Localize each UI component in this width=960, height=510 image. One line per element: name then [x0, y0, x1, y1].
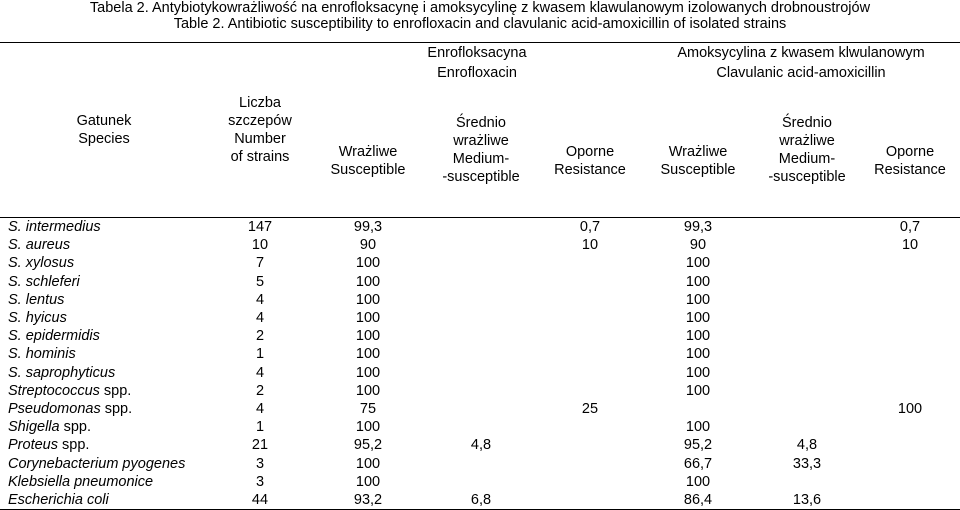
species-cell — [0, 254, 208, 272]
species-name: S. schleferi — [8, 273, 80, 290]
amox-medium-cell — [754, 400, 860, 418]
enro-resistance-cell — [538, 436, 642, 454]
species-cell — [0, 236, 208, 254]
amox-medium-cell — [754, 291, 860, 309]
species-cell — [0, 400, 208, 418]
enro-susceptible-cell: 100 — [355, 310, 381, 327]
header-number-pl2: szczepów — [228, 112, 292, 129]
species-cell — [0, 345, 208, 363]
amox-resistance-cell — [860, 491, 960, 510]
strain-count-cell: 7 — [255, 255, 265, 272]
amox-medium-cell — [754, 382, 860, 400]
species-name: Pseudomonas — [8, 401, 101, 418]
species-name: S. xylosus — [8, 255, 75, 272]
amox-susceptible-cell: 100 — [685, 291, 711, 308]
species-cell — [0, 327, 208, 345]
header-amoxicillin — [642, 43, 960, 84]
header-enro-resistance — [538, 83, 642, 218]
species-cell — [0, 309, 208, 327]
strain-count-cell: 3 — [255, 455, 265, 472]
enro-susceptible-cell: 100 — [355, 291, 381, 308]
header-med-pl2: wrażliwe — [453, 132, 509, 149]
enro-resistance-cell — [538, 473, 642, 491]
table-row — [0, 236, 960, 254]
amox-resistance-cell — [860, 254, 960, 272]
table-row — [0, 436, 960, 454]
amox-resistance-cell — [860, 291, 960, 309]
header-sus-pl: Wrażliwe — [668, 143, 728, 160]
species-cell — [0, 473, 208, 491]
amox-susceptible-cell: 100 — [685, 364, 711, 381]
species-suffix: spp. — [57, 437, 90, 454]
header-sus-pl: Wrażliwe — [338, 143, 398, 160]
amox-medium-cell — [754, 218, 860, 237]
strain-count-cell: 4 — [255, 310, 265, 327]
header-amox-en: Clavulanic acid-amoxicillin — [716, 65, 886, 81]
header-res-en: Resistance — [874, 162, 946, 178]
table-row — [0, 273, 960, 291]
enro-resistance-cell — [538, 291, 642, 309]
species-name: Proteus — [8, 437, 58, 454]
strain-count-cell: 5 — [255, 273, 265, 290]
enro-susceptible-cell: 100 — [355, 455, 381, 472]
header-amox-medium — [754, 83, 860, 218]
species-name: S. epidermidis — [8, 328, 100, 345]
species-cell — [0, 382, 208, 400]
amox-susceptible-cell: 100 — [685, 382, 711, 399]
enro-susceptible-cell: 100 — [355, 328, 381, 345]
amox-susceptible-cell — [642, 400, 754, 418]
header-amox-resistance — [860, 83, 960, 218]
enro-medium-cell — [424, 309, 538, 327]
table-row — [0, 382, 960, 400]
enro-medium-cell — [424, 218, 538, 237]
species-name: S. hominis — [8, 346, 76, 363]
species-cell — [0, 455, 208, 473]
header-res-pl: Oporne — [885, 143, 935, 160]
amox-medium-cell — [754, 364, 860, 382]
header-species — [0, 43, 208, 218]
table-row — [0, 418, 960, 436]
enro-medium-cell — [424, 455, 538, 473]
header-enro-susceptible — [312, 83, 424, 218]
header-med-pl1: Średnio — [456, 114, 506, 131]
enro-medium-cell — [424, 291, 538, 309]
enro-resistance-cell — [538, 254, 642, 272]
enro-susceptible-cell: 95,2 — [353, 437, 383, 454]
amox-medium-cell — [754, 254, 860, 272]
amox-medium-cell — [754, 273, 860, 291]
species-cell — [0, 218, 208, 237]
header-number-en1: Number — [234, 131, 286, 147]
strain-count-cell: 4 — [255, 291, 265, 308]
species-name: S. hyicus — [8, 310, 67, 327]
header-med-pl2: wrażliwe — [779, 132, 835, 149]
species-name: S. saprophyticus — [8, 364, 116, 381]
species-cell — [0, 291, 208, 309]
amox-susceptible-cell: 100 — [685, 473, 711, 490]
enro-susceptible-cell: 100 — [355, 255, 381, 272]
amox-resistance-cell — [860, 418, 960, 436]
species-cell — [0, 364, 208, 382]
amox-resistance-cell — [860, 436, 960, 454]
amox-resistance-cell — [860, 382, 960, 400]
amox-resistance-cell: 0,7 — [860, 218, 960, 237]
header-amox-pl: Amoksycylina z kwasem klwulanowym — [677, 45, 925, 61]
enro-medium-cell — [424, 273, 538, 291]
species-name: S. lentus — [8, 291, 65, 308]
amox-susceptible-cell: 100 — [685, 419, 711, 436]
header-enro-pl: Enrofloksacyna — [427, 45, 527, 61]
amox-resistance-cell — [860, 364, 960, 382]
table-caption-en: Table 2. Antibiotic susceptibility to enrofloxacin and clavulanic acid-amoxicillin of isolated strains — [173, 16, 787, 32]
strain-count-cell: 10 — [251, 237, 269, 254]
strain-count-cell: 2 — [255, 328, 265, 345]
species-suffix: spp. — [99, 382, 132, 399]
species-cell — [0, 273, 208, 291]
header-enrofloxacin — [312, 43, 642, 84]
amox-resistance-cell — [860, 309, 960, 327]
enro-medium-cell: 4,8 — [470, 437, 492, 454]
enro-medium-cell: 6,8 — [424, 491, 538, 510]
enro-medium-cell — [424, 254, 538, 272]
enro-resistance-cell: 25 — [581, 401, 599, 418]
species-name: Shigella — [8, 419, 60, 436]
strain-count-cell: 4 — [255, 364, 265, 381]
enro-susceptible-cell: 93,2 — [312, 491, 424, 510]
amox-susceptible-cell: 95,2 — [683, 437, 713, 454]
table-caption-pl: Tabela 2. Antybiotykowrażliwość na enrofloksacynę i amoksycylinę z kwasem klawulanowym izolowanych drobnoustrojów — [89, 0, 871, 16]
header-number-pl1: Liczba — [239, 94, 281, 111]
amox-resistance-cell: 100 — [897, 401, 923, 418]
amox-susceptible-cell: 99,3 — [642, 218, 754, 237]
enro-resistance-cell — [538, 327, 642, 345]
enro-susceptible-cell: 100 — [355, 473, 381, 490]
amox-susceptible-cell: 100 — [685, 346, 711, 363]
enro-medium-cell — [424, 400, 538, 418]
table-row — [0, 327, 960, 345]
species-name: Corynebacterium pyogenes — [8, 455, 186, 472]
enro-resistance-cell: 10 — [581, 237, 599, 254]
amox-medium-cell — [754, 309, 860, 327]
susceptibility-table — [0, 42, 960, 510]
species-name: Klebsiella pneumonice — [8, 473, 154, 490]
enro-susceptible-cell: 100 — [355, 273, 381, 290]
header-enro-en: Enrofloxacin — [437, 65, 517, 81]
table-row — [0, 291, 960, 309]
enro-susceptible-cell: 100 — [355, 364, 381, 381]
amox-resistance-cell — [860, 327, 960, 345]
species-cell — [0, 418, 208, 436]
table-row — [0, 473, 960, 491]
amox-resistance-cell — [860, 345, 960, 363]
enro-susceptible-cell: 100 — [355, 419, 381, 436]
header-med-en1: Medium- — [452, 151, 510, 167]
header-sus-en: Susceptible — [660, 162, 736, 178]
header-res-en: Resistance — [554, 162, 626, 178]
enro-susceptible-cell: 100 — [355, 382, 381, 399]
enro-resistance-cell — [538, 418, 642, 436]
header-number-en2: of strains — [230, 149, 290, 166]
table-row — [0, 491, 960, 510]
header-species-en: Species — [78, 131, 130, 147]
amox-medium-cell: 33,3 — [792, 455, 822, 472]
amox-susceptible-cell: 100 — [685, 273, 711, 290]
header-med-en2: -susceptible — [442, 169, 520, 186]
header-med-en1: Medium- — [778, 151, 836, 167]
header-amox-susceptible — [642, 83, 754, 218]
species-suffix: spp. — [59, 419, 92, 436]
species-name: S. aureus — [8, 237, 71, 254]
header-species-pl: Gatunek — [76, 112, 132, 129]
header-sus-en: Susceptible — [330, 162, 406, 178]
header-med-pl1: Średnio — [782, 114, 832, 131]
strain-count-cell: 21 — [251, 437, 269, 454]
enro-susceptible-cell: 99,3 — [312, 218, 424, 237]
amox-susceptible-cell: 86,4 — [642, 491, 754, 510]
amox-susceptible-cell: 100 — [685, 310, 711, 327]
amox-resistance-cell — [860, 273, 960, 291]
enro-medium-cell — [424, 382, 538, 400]
table-row — [0, 218, 960, 237]
enro-medium-cell — [424, 327, 538, 345]
species-suffix: spp. — [100, 401, 133, 418]
species-name: Escherichia coli — [8, 492, 109, 509]
amox-susceptible-cell: 90 — [689, 237, 707, 254]
header-res-pl: Oporne — [565, 143, 615, 160]
amox-medium-cell: 4,8 — [796, 437, 818, 454]
strain-count-cell: 1 — [255, 346, 265, 363]
enro-resistance-cell — [538, 364, 642, 382]
strain-count-cell: 44 — [208, 491, 312, 510]
species-cell — [0, 436, 208, 454]
table-row — [0, 345, 960, 363]
table-row — [0, 309, 960, 327]
enro-medium-cell — [424, 418, 538, 436]
strain-count-cell: 1 — [255, 419, 265, 436]
header-number — [208, 43, 312, 218]
enro-resistance-cell — [538, 491, 642, 510]
enro-susceptible-cell: 90 — [359, 237, 377, 254]
enro-medium-cell — [424, 473, 538, 491]
amox-resistance-cell — [860, 455, 960, 473]
header-med-en2: -susceptible — [768, 169, 846, 186]
table-row — [0, 254, 960, 272]
amox-medium-cell — [754, 473, 860, 491]
table-row — [0, 400, 960, 418]
enro-resistance-cell — [538, 345, 642, 363]
strain-count-cell: 2 — [255, 382, 265, 399]
enro-medium-cell — [424, 364, 538, 382]
species-name: Streptococcus — [8, 382, 100, 399]
enro-resistance-cell — [538, 455, 642, 473]
species-name: S. intermedius — [8, 219, 101, 235]
enro-resistance-cell — [538, 382, 642, 400]
enro-susceptible-cell: 100 — [355, 346, 381, 363]
table-body — [0, 218, 960, 510]
amox-medium-cell — [754, 418, 860, 436]
enro-medium-cell — [424, 236, 538, 254]
amox-resistance-cell — [860, 473, 960, 491]
amox-medium-cell — [754, 345, 860, 363]
amox-medium-cell: 13,6 — [754, 491, 860, 510]
species-cell — [0, 491, 208, 510]
header-enro-medium — [424, 83, 538, 218]
amox-medium-cell — [754, 327, 860, 345]
amox-susceptible-cell: 100 — [685, 328, 711, 345]
amox-resistance-cell: 10 — [901, 237, 919, 254]
table-row — [0, 364, 960, 382]
enro-resistance-cell: 0,7 — [538, 218, 642, 237]
strain-count-cell: 3 — [255, 473, 265, 490]
enro-susceptible-cell: 75 — [359, 401, 377, 418]
table-row — [0, 455, 960, 473]
amox-susceptible-cell: 100 — [685, 255, 711, 272]
enro-resistance-cell — [538, 309, 642, 327]
strain-count-cell: 147 — [208, 218, 312, 237]
amox-susceptible-cell: 66,7 — [683, 455, 713, 472]
amox-medium-cell — [754, 236, 860, 254]
strain-count-cell: 4 — [255, 401, 265, 418]
enro-resistance-cell — [538, 273, 642, 291]
enro-medium-cell — [424, 345, 538, 363]
